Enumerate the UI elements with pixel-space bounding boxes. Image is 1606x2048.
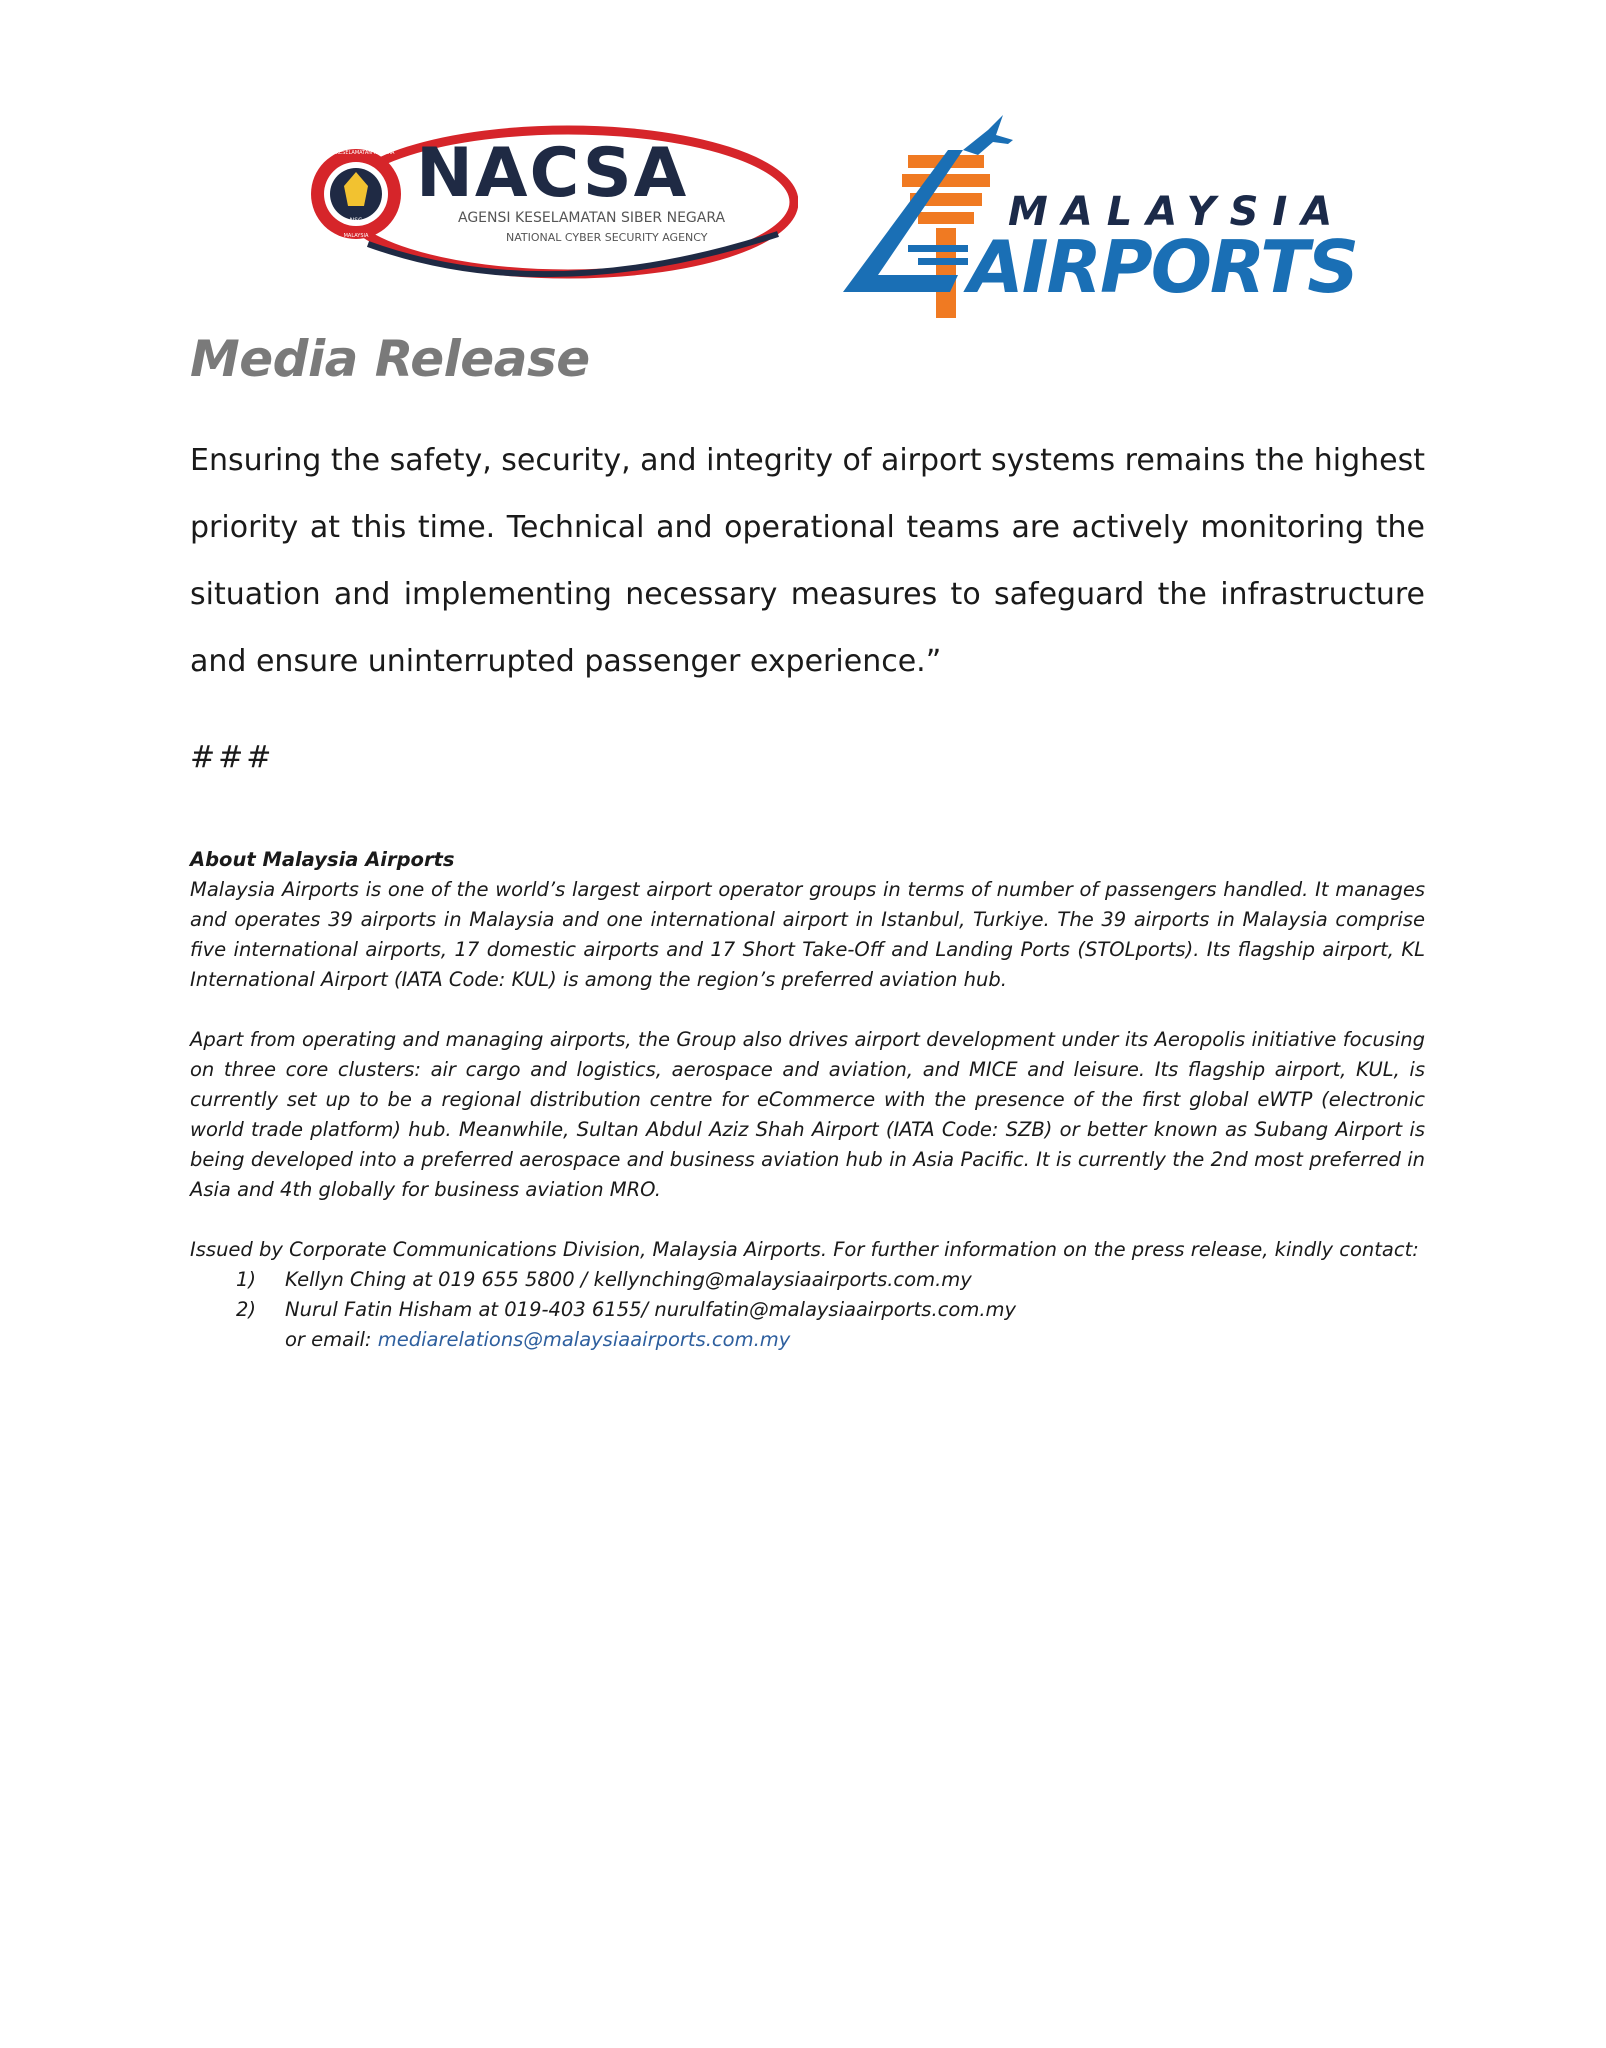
contact-number: 2) (236, 1298, 257, 1321)
nacsa-logo (308, 124, 798, 284)
email-line (190, 1325, 1425, 1355)
nsc-seal-bottom-text: MALAYSIA (343, 233, 369, 239)
nacsa-subtitle-2: NATIONAL CYBER SECURITY AGENCY (506, 231, 708, 244)
malaysia-airports-logo (838, 110, 1378, 320)
ma-wordmark-airports: AIRPORTS (968, 225, 1358, 309)
contact-number: 1) (236, 1268, 257, 1291)
quote-paragraph: Ensuring the safety, security, and integrity of airport systems remains the highest priority at this time. Technical and operational teams are actively monitoring the situation and implementing necessary measures to safeguard the infrastructure and ensure uninterrupted passenger experience.” (190, 443, 1425, 679)
nsc-seal-text: NSC (349, 217, 363, 224)
contact-text: Nurul Fatin Hisham at 019-403 6155/ nurulfatin@malaysiaairports.com.my (285, 1298, 1017, 1321)
nsc-seal-top-text: MAJLIS KESELAMATAN NEGARA (317, 150, 395, 156)
about-heading: About Malaysia Airports (190, 848, 455, 871)
contact-list (190, 1265, 1425, 1325)
about-paragraph-2: Apart from operating and managing airports, the Group also drives airport development under its Aeropolis initiative focusing on three core clusters: air cargo and logistics, aerospace and aviation, and MICE and leisure. Its flagship airport, KUL, is currently set up to be a regional distribution centre for eCommerce with the presence of the first global eWTP (electronic world trade platform) hub. Meanwhile, Sultan Abdul Aziz Shah Airport (IATA Code: SZB) or better known as Subang Airport is being developed into a preferred aerospace and business aviation hub in Asia Pacific. It is currently the 2nd most preferred in Asia and 4th globally for business aviation MRO. (190, 1028, 1425, 1201)
ma-wordmark-malaysia: MALAYSIA (1008, 189, 1347, 235)
nacsa-subtitle-1: AGENSI KESELAMATAN SIBER NEGARA (458, 210, 726, 226)
contact-item (190, 1265, 1425, 1295)
contact-text: Kellyn Ching at 019 655 5800 / kellynching@malaysiaairports.com.my (285, 1268, 972, 1291)
email-prefix: or email: (285, 1328, 378, 1351)
about-paragraph-1: Malaysia Airports is one of the world’s largest airport operator groups in terms of number of passengers handled. It manages and operates 39 airports in Malaysia and one international airport in Istanbul, Turkiye. The 39 airports in Malaysia comprise five international airports, 17 domestic airports and 17 Short Take-Off and Landing Ports (STOLports). Its flagship airport, KL International Airport (IATA Code: KUL) is among the region’s preferred aviation hub. (190, 878, 1425, 991)
logo-header (0, 110, 1606, 320)
about-section (190, 845, 1425, 1355)
airplane-icon (963, 115, 1013, 155)
nacsa-wordmark: NACSA (416, 134, 689, 213)
page-title: Media Release (190, 330, 590, 388)
issued-by-text: Issued by Corporate Communications Division, Malaysia Airports. For further information on the press release, kindly contact: (190, 1238, 1419, 1261)
media-relations-email-link[interactable]: mediarelations@malaysiaairports.com.my (377, 1328, 791, 1351)
contact-item (190, 1295, 1425, 1325)
section-separator: ### (190, 740, 275, 775)
